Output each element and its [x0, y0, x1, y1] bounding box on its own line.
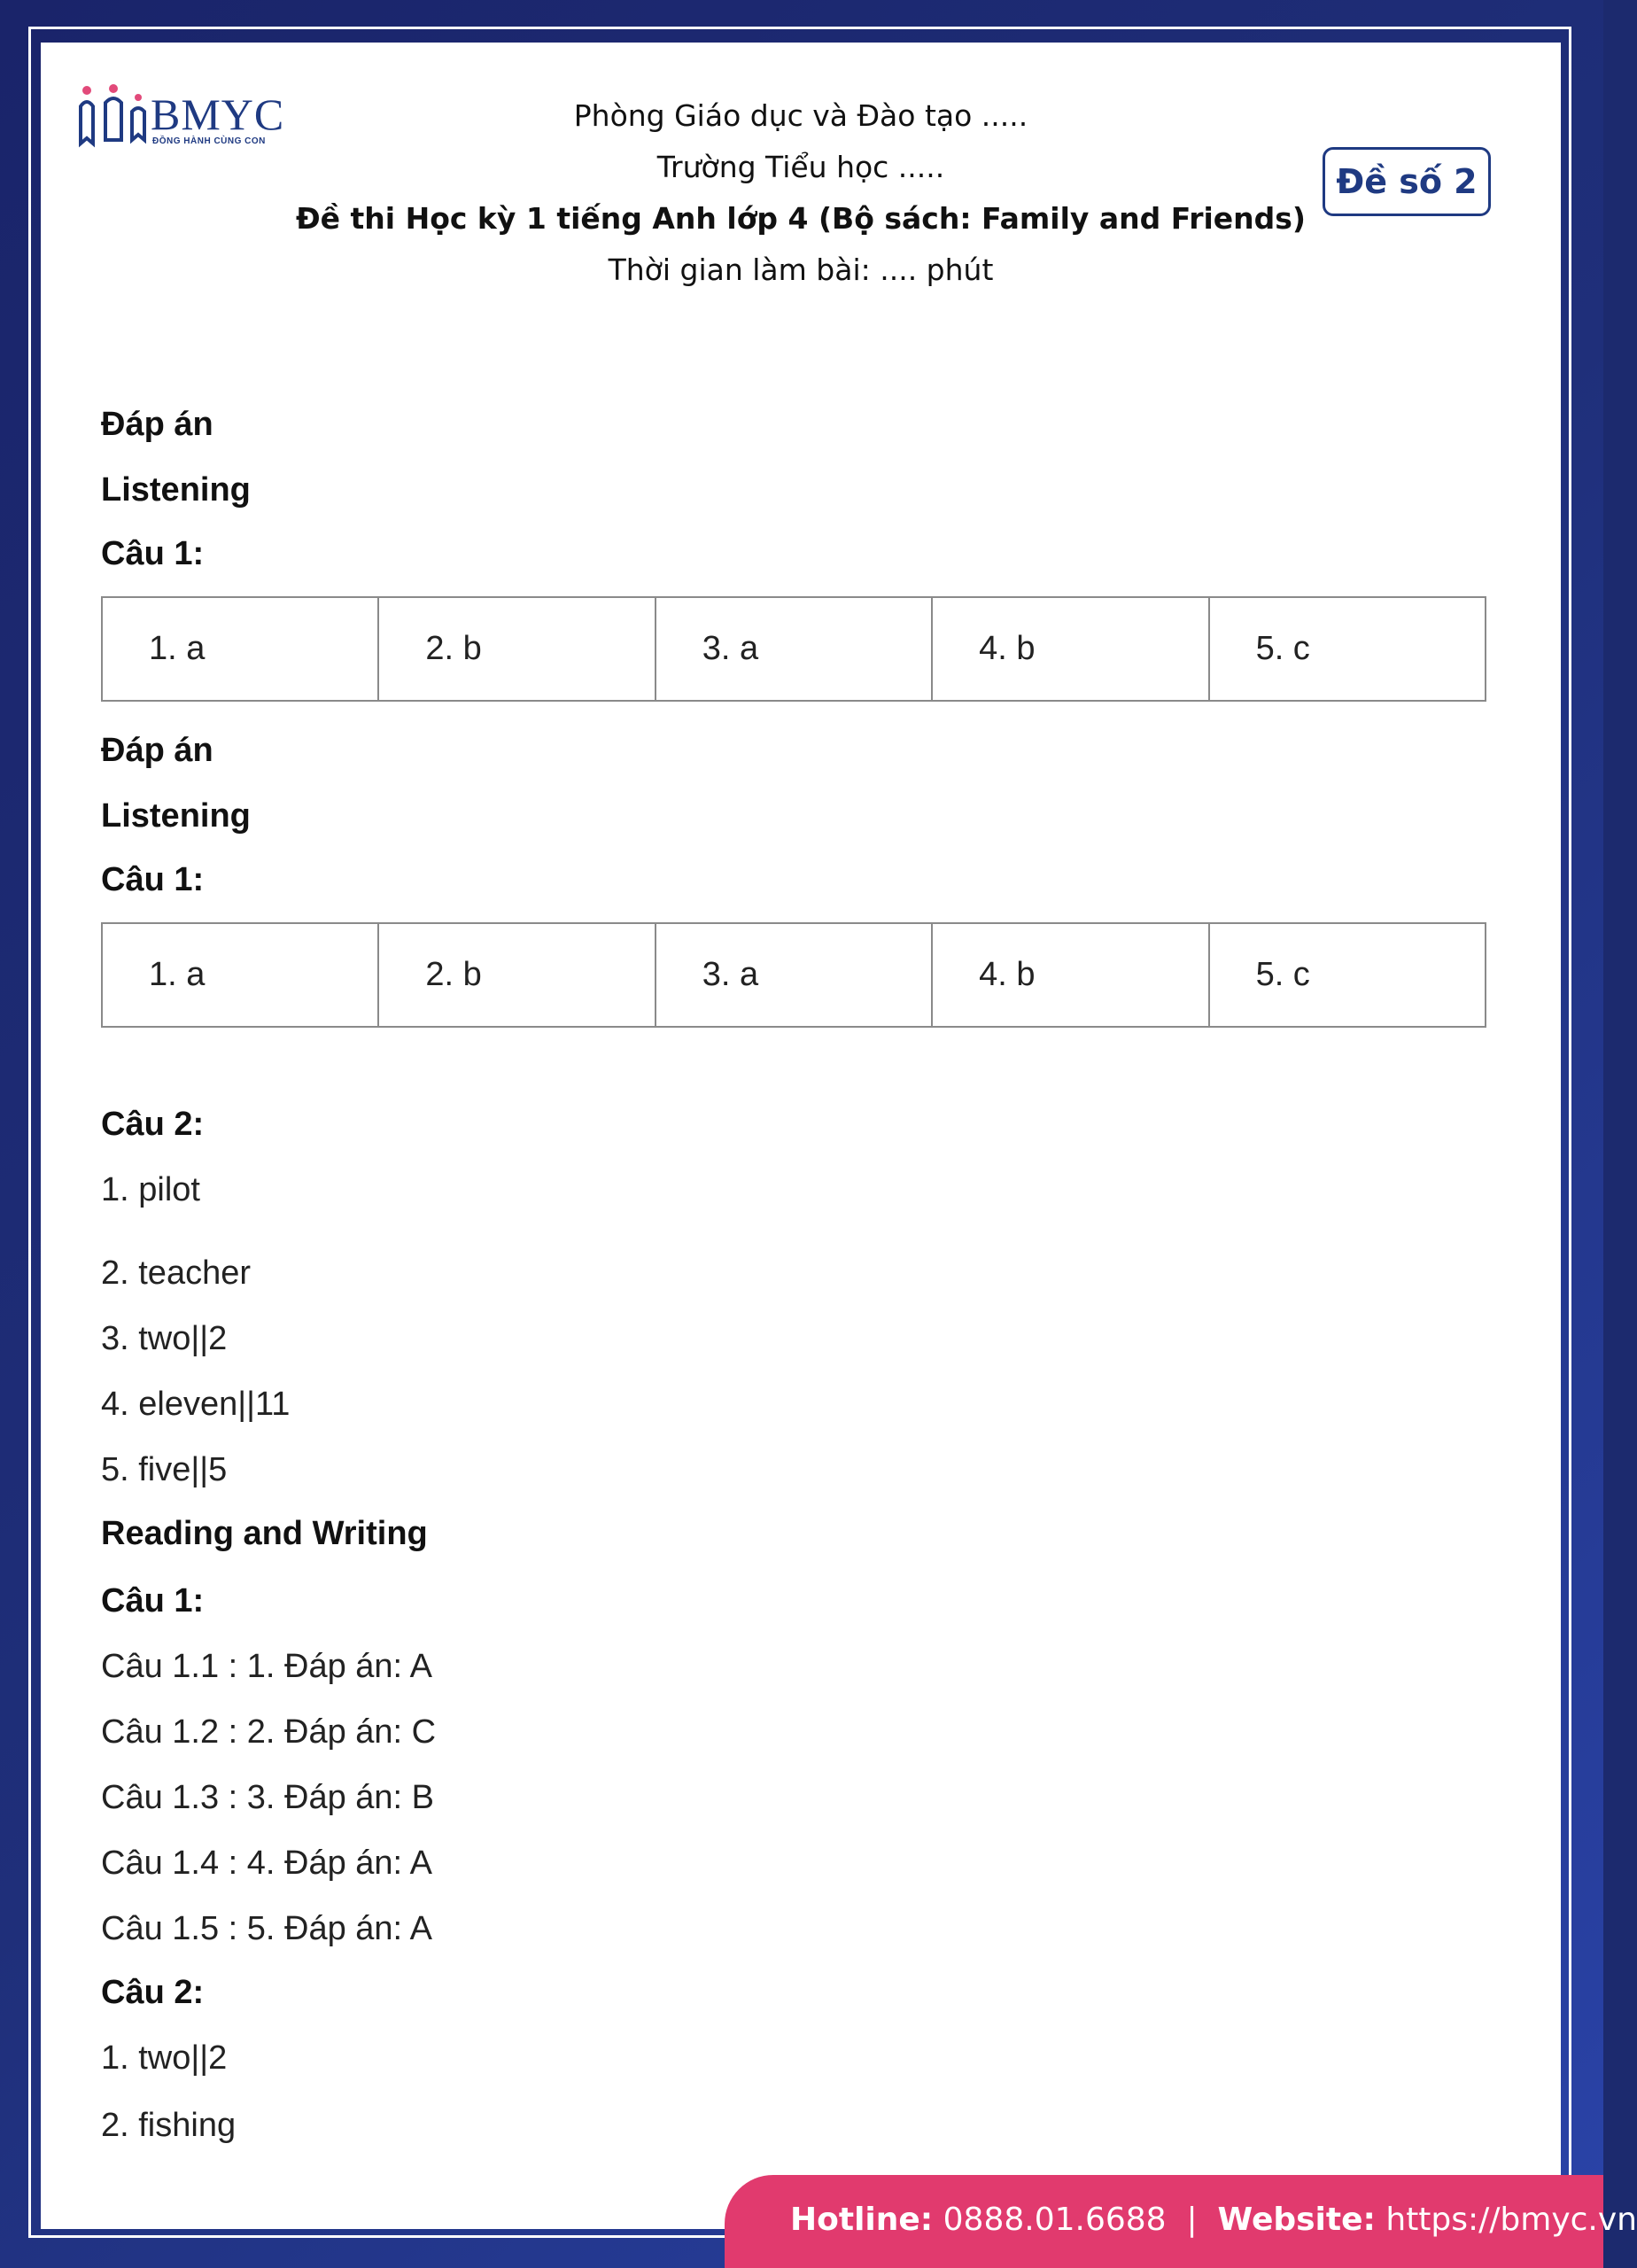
website-label: Website:	[1217, 2202, 1376, 2238]
header-school: Trường Tiểu học .....	[656, 150, 945, 184]
list-item: 2. fishing	[101, 2107, 237, 2144]
table-cell: 4. b	[932, 923, 1208, 1027]
header-department: Phòng Giáo dục và Đào tạo .....	[573, 98, 1028, 133]
question-2-heading: Câu 2:	[101, 1106, 205, 1143]
answer-table	[101, 596, 1486, 702]
hotline-number[interactable]: 0888.01.6688	[943, 2202, 1167, 2238]
table-cell: 3. a	[656, 923, 932, 1027]
header-duration: Thời gian làm bài: .... phút	[608, 252, 994, 287]
list-item: Câu 1.3 : 3. Đáp án: B	[101, 1779, 435, 1816]
list-item: 1. pilot	[101, 1171, 200, 1208]
list-item: Câu 1.5 : 5. Đáp án: A	[101, 1910, 432, 1947]
table-cell: 5. c	[1209, 597, 1486, 701]
listening-heading: Listening	[101, 797, 251, 835]
table-cell: 5. c	[1209, 923, 1486, 1027]
website-link[interactable]: https://bmyc.vn	[1385, 2202, 1637, 2238]
table-cell: 2. b	[378, 597, 655, 701]
list-item: 3. two||2	[101, 1320, 228, 1357]
list-item: Câu 1.4 : 4. Đáp án: A	[101, 1845, 432, 1882]
hotline-label: Hotline:	[790, 2202, 934, 2238]
contact-footer	[725, 2175, 1637, 2268]
header-exam-title: Đề thi Học kỳ 1 tiếng Anh lớp 4 (Bộ sách: Family and Friends)	[296, 201, 1306, 236]
answers-heading: Đáp án	[101, 732, 213, 769]
table-cell: 3. a	[656, 597, 932, 701]
exam-number-badge: Đề số 2	[1323, 147, 1491, 216]
answer-table	[101, 922, 1486, 1028]
logo-tagline: ĐỒNG HÀNH CÙNG CON	[152, 136, 266, 146]
question-1-heading: Câu 1:	[101, 861, 205, 898]
question-1-heading: Câu 1:	[101, 535, 205, 572]
list-item: Câu 1.2 : 2. Đáp án: C	[101, 1713, 437, 1751]
question-2-heading: Câu 2:	[101, 1974, 205, 2011]
table-row	[102, 597, 1486, 701]
list-item: 1. two||2	[101, 2039, 228, 2077]
table-cell: 4. b	[932, 597, 1208, 701]
list-item: 2. teacher	[101, 1254, 251, 1292]
answers-heading: Đáp án	[101, 406, 213, 443]
question-1-heading: Câu 1:	[101, 1582, 205, 1619]
logo-wordmark: BMYC	[151, 89, 285, 139]
listening-heading: Listening	[101, 471, 251, 509]
list-item: 5. five||5	[101, 1451, 228, 1488]
list-item: 4. eleven||11	[101, 1386, 291, 1423]
footer-contact-text	[790, 2202, 1637, 2238]
table-row	[102, 923, 1486, 1027]
table-cell: 1. a	[102, 923, 378, 1027]
footer-separator: |	[1186, 2202, 1198, 2238]
reading-writing-heading: Reading and Writing	[101, 1515, 428, 1552]
document-page	[41, 43, 1561, 2229]
list-item: Câu 1.1 : 1. Đáp án: A	[101, 1648, 432, 1685]
table-cell: 2. b	[378, 923, 655, 1027]
table-cell: 1. a	[102, 597, 378, 701]
